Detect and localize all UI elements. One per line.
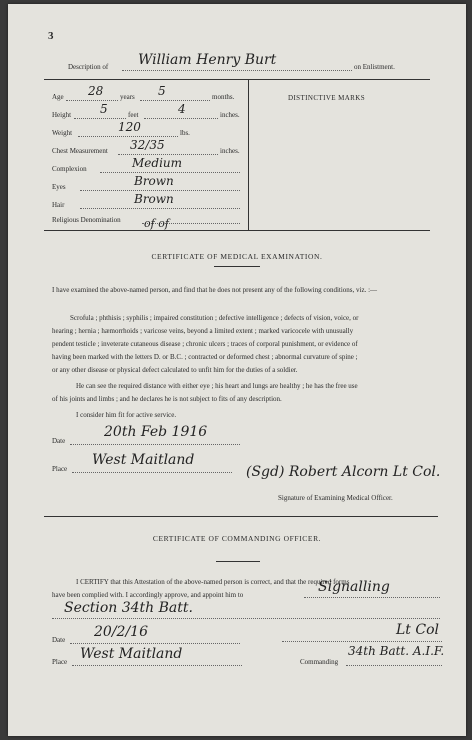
- table-divider: [248, 79, 249, 230]
- chest-line: [118, 154, 218, 155]
- medical-certificate-title: CERTIFICATE OF MEDICAL EXAMINATION.: [151, 252, 323, 261]
- commanding-rank-signature: Lt Col: [396, 622, 439, 638]
- commanding-value-line: [346, 665, 442, 666]
- age-label: Age: [52, 93, 64, 101]
- commanding-date-value: 20/2/16: [94, 624, 148, 640]
- medical-intro: I have examined the above-named person, and find that he does not present any of the following conditions, viz. :—: [52, 286, 378, 294]
- medical-title-rule: [214, 266, 260, 267]
- years-label: years: [120, 93, 135, 101]
- commanding-signature-line: [282, 641, 442, 642]
- description-suffix: on Enlistment.: [354, 63, 395, 71]
- chest-value: 32/35: [130, 138, 165, 152]
- conditions-line-4: having been marked with the letters D. or B.C. ; contracted or deformed chest ; abnormal curvature of spine ;: [52, 353, 358, 361]
- commanding-date-label: Date: [52, 636, 66, 644]
- commanding-place-value: West Maitland: [80, 646, 183, 662]
- medical-officer-signature: (Sgd) Robert Alcorn Lt Col.: [246, 464, 441, 480]
- feet-label: feet: [128, 111, 139, 119]
- name-line: [122, 70, 352, 71]
- section-separator: [44, 516, 438, 517]
- distance-line-1: He can see the required distance with either eye ; his heart and lungs are healthy ; he has the free use: [76, 382, 358, 390]
- conditions-line-2: hearing ; hernia ; hæmorrhoids ; varicose veins, beyond a limited extent ; marked varicocele with unusually: [52, 327, 354, 335]
- lbs-label: lbs.: [180, 129, 190, 137]
- certify-line-1: I CERTIFY that this Attestation of the above-named person is correct, and that the required forms: [76, 578, 350, 586]
- commanding-title-rule: [216, 561, 260, 562]
- fit-statement: I consider him fit for active service.: [76, 411, 177, 419]
- conditions-line-3: pendent testicle ; inveterate cutaneous disease ; chronic ulcers ; traces of corporal punishment, or evidence of: [52, 340, 358, 348]
- hair-line: [80, 208, 240, 209]
- months-label: months.: [212, 93, 235, 101]
- table-bottom-rule: [44, 230, 430, 231]
- page-mark: 3: [48, 30, 54, 42]
- appointment-value: Signalling: [318, 579, 390, 595]
- height-label: Height: [52, 111, 72, 119]
- age-line: [66, 100, 118, 101]
- commanding-place-line: [72, 665, 242, 666]
- weight-value: 120: [118, 120, 141, 134]
- height-inches-line: [144, 118, 218, 119]
- months-line: [140, 100, 210, 101]
- medical-place-line: [72, 472, 232, 473]
- commanding-place-label: Place: [52, 658, 68, 666]
- description-prefix: Description of: [68, 63, 109, 71]
- religion-label: Religious Denomination: [52, 216, 121, 224]
- appointment-line-2: [52, 618, 440, 619]
- complexion-line: [100, 172, 240, 173]
- commanding-date-line: [70, 643, 240, 644]
- commanding-certificate-title: CERTIFICATE OF COMMANDING OFFICER.: [152, 534, 322, 543]
- appointment-line: [304, 597, 440, 598]
- distinctive-marks-label: DISTINCTIVE MARKS: [288, 94, 365, 102]
- medical-date-label: Date: [52, 437, 66, 445]
- commanding-label: Commanding: [300, 658, 339, 666]
- eyes-label: Eyes: [52, 183, 66, 191]
- commanding-value: 34th Batt. A.I.F.: [348, 644, 445, 658]
- height-inches: 4: [178, 102, 186, 116]
- height-feet-line: [74, 118, 126, 119]
- certify-line-2: have been complied with. I accordingly approve, and appoint him to: [52, 591, 244, 599]
- chest-label: Chest Measurement: [52, 147, 108, 155]
- complexion-label: Complexion: [52, 165, 87, 173]
- hair-value: Brown: [134, 192, 174, 206]
- medical-place-label: Place: [52, 465, 68, 473]
- medical-date-line: [70, 444, 240, 445]
- eyes-value: Brown: [134, 174, 174, 188]
- distance-line-2: of his joints and limbs ; and he declares he is not subject to fits of any description.: [52, 395, 282, 403]
- weight-label: Weight: [52, 129, 73, 137]
- religion-value: of of: [144, 217, 169, 230]
- inches-label: inches.: [220, 111, 240, 119]
- conditions-line-1: Scrofula ; phthisis ; syphilis ; impaired constitution ; defective intelligence ; defects of vision, voice, or: [70, 314, 359, 322]
- appointment-value-2: Section 34th Batt.: [64, 600, 193, 616]
- conditions-line-5: or any other disease or physical defect calculated to unfit him for the duties of a soldier.: [52, 366, 298, 374]
- complexion-value: Medium: [132, 156, 183, 170]
- recruit-name: William Henry Burt: [138, 52, 277, 68]
- age-years: 28: [88, 84, 104, 98]
- height-feet: 5: [100, 102, 108, 116]
- weight-line: [78, 136, 178, 137]
- medical-place-value: West Maitland: [92, 452, 195, 468]
- table-top-rule: [44, 79, 430, 80]
- medical-officer-caption: Signature of Examining Medical Officer.: [278, 494, 393, 502]
- eyes-line: [80, 190, 240, 191]
- hair-label: Hair: [52, 201, 65, 209]
- age-months: 5: [158, 84, 166, 98]
- attestation-page: [8, 4, 466, 736]
- chest-unit: inches.: [220, 147, 240, 155]
- medical-date-value: 20th Feb 1916: [104, 424, 208, 440]
